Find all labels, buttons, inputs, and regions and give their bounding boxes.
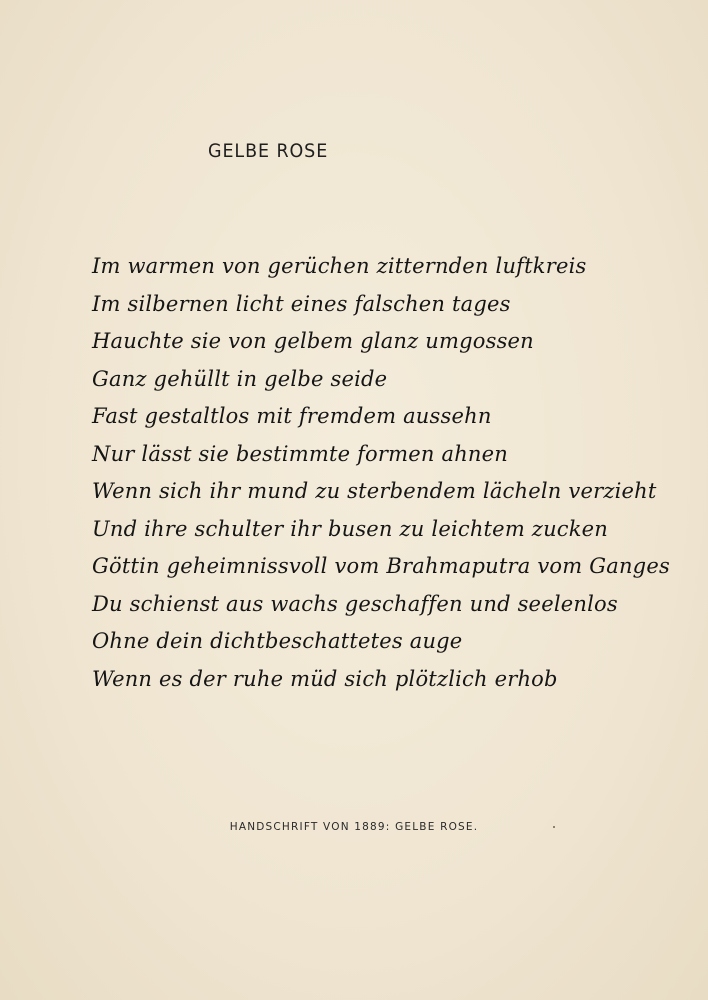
poem-line: Ohne dein dichtbeschattetes auge xyxy=(92,629,463,653)
poem-line: Im silbernen licht eines falschen tages xyxy=(92,291,511,316)
poem-line: Und ihre schulter ihr busen zu leichtem zucken xyxy=(92,516,609,541)
poem-title: GELBE ROSE xyxy=(208,140,329,162)
poem-line: Im warmen von gerüchen zitternden luftkreis xyxy=(92,254,587,278)
poem-line: Ganz gehüllt in gelbe seide xyxy=(92,366,388,391)
paper-speck xyxy=(553,826,555,828)
page-caption: HANDSCHRIFT VON 1889: GELBE ROSE. xyxy=(229,821,479,833)
poem-line: Wenn sich ihr mund zu sterbendem lächeln verzieht xyxy=(92,479,657,503)
poem-line: Du schienst aus wachs geschaffen und seelenlos xyxy=(92,591,618,616)
poem-body xyxy=(92,248,670,698)
poem-line: Göttin geheimnissvoll vom Brahmaputra vom Ganges xyxy=(92,554,670,578)
poem-line: Nur lässt sie bestimmte formen ahnen xyxy=(92,441,509,466)
poem-line: Hauchte sie von gelbem glanz umgossen xyxy=(92,329,534,353)
poem-line: Wenn es der ruhe müd sich plötzlich erhob xyxy=(92,666,558,691)
poem-line: Fast gestaltlos mit fremdem aussehn xyxy=(92,404,492,428)
